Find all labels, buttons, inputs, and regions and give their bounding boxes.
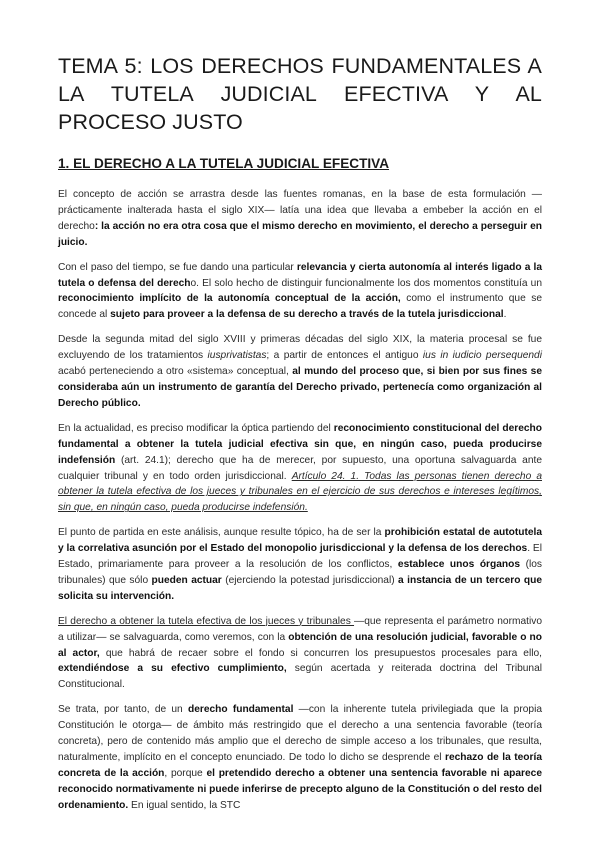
text-run: (los tribunales) que sólo — [58, 559, 542, 586]
text-run: relevancia y cierta autonomía al interés ligado a la tutela o defensa del derech — [58, 261, 542, 289]
text-run: obtención de una resolución judicial, favorable o no al actor, — [58, 631, 542, 659]
text-run: acabó perteneciendo a otro «sistema» conceptual, — [58, 366, 293, 378]
text-run: ius in iudicio persequendi — [422, 350, 542, 362]
text-run: . — [503, 309, 507, 321]
text-run: a instancia de un tercero que solicita su intervención. — [58, 574, 543, 602]
text-run: Se trata, por tanto, de un — [58, 704, 188, 716]
text-run: (art. 24.1); derecho que ha de merecer, por supuesto, una oportuna salvaguarda ante cualquier tribunal y en todo orden jurisdiccional. — [58, 454, 542, 482]
text-run: extendiéndose a su efectivo cumplimiento, — [58, 663, 287, 675]
paragraph-6 — [58, 614, 542, 694]
text-run: establece unos órganos — [397, 559, 521, 571]
text-run: El derecho a obtener la tutela efectiva de los jueces y tribunales — [58, 615, 355, 627]
text-run: Desde la segunda mitad del siglo XVIII y primeras décadas del siglo XIX, la materia procesal se fue excluyendo de los tratamientos — [58, 334, 542, 362]
text-run: Con el paso del tiempo, se fue dando una particular — [58, 261, 297, 273]
paragraph-1 — [58, 187, 542, 251]
text-run: —con la inherente tutela privilegiada que la propia Constitución le otorga— de ámbito más restringido que el derecho a una sentencia favorable (teoría concreta), pero de contenido más amplio que el derecho de simple acceso a los tribunales, que resulta, naturalmente, implícito en el concepto enunciado. De todo lo dicho se desprende el — [58, 704, 542, 763]
text-run: (ejerciendo la potestad jurisdiccional) — [221, 574, 399, 586]
text-run: reconocimiento implícito de la autonomía conceptual de la acción, — [58, 293, 401, 305]
text-run: El concepto de acción se arrastra desde las fuentes romanas, en la base de esta formulación —prácticamente inalterada hasta el siglo XIX— latía una idea que llevaba a embeber la acción en el derecho — [58, 189, 542, 232]
text-run: iusprivatistas — [207, 350, 267, 362]
paragraph-4 — [58, 421, 542, 516]
text-run: el pretendido derecho a obtener una sentencia favorable ni aparece reconocido normativamente ni puede inferirse de precepto alguno de la Constitución o del resto del ordenamiento. — [58, 767, 542, 811]
text-run: : la acción no era otra cosa que el mismo derecho en movimiento, el derecho a perseguir en juicio. — [58, 220, 542, 248]
paragraph-3 — [58, 332, 542, 412]
text-run: , porque — [164, 767, 207, 779]
text-run: prohibición estatal de autotutela y la correlativa asunción por el Estado del monopolio jurisdiccional y la defensa de los derechos — [58, 527, 542, 555]
text-run: al mundo del proceso que, si bien por sus fines se consideraba aún un instrumento de garantía del Derecho privado, pertenecía como organización al Derecho público. — [58, 366, 542, 409]
text-run: o. El solo hecho de distinguir funcionalmente los dos momentos constituía un — [190, 277, 542, 289]
document-page — [58, 52, 542, 823]
text-run: según acertada y reiterada doctrina del Tribunal Constitucional. — [58, 663, 543, 691]
paragraph-5 — [58, 525, 542, 605]
section-heading: 1. EL DERECHO A LA TUTELA JUDICIAL EFECTIVA — [58, 156, 390, 171]
text-run: rechazo de la teoría concreta de la acción — [58, 752, 542, 779]
text-run: derecho fundamental — [187, 704, 294, 716]
text-run: ; a partir de entonces el antiguo — [266, 350, 423, 362]
document-title: TEMA 5: LOS DERECHOS FUNDAMENTALES A LA TUTELA JUDICIAL EFECTIVA Y AL PROCESO JUSTO — [58, 54, 542, 134]
text-run: En la actualidad, es preciso modificar la óptica partiendo del — [58, 422, 334, 434]
text-run: El punto de partida en este análisis, aunque resulte tópico, ha de ser la — [58, 527, 385, 539]
text-run: sujeto para proveer a la defensa de su derecho a través de la tutela jurisdiccional — [110, 309, 504, 321]
text-run: En igual sentido, la STC — [128, 799, 241, 811]
text-run: reconocimiento constitucional del derecho fundamental a obtener la tutela judicial efectiva sin que, en ningún caso, pueda producirse indefensión — [58, 422, 542, 466]
text-run: pueden actuar — [151, 574, 222, 586]
text-run: Artículo 24. 1. Todas las personas tienen derecho a obtener la tutela efectiva de los jueces y tribunales en el ejercicio de sus derechos e intereses legítimos, sin que, en ningún caso, pueda producirse indefensión. — [58, 470, 542, 514]
paragraph-7 — [58, 702, 542, 813]
text-run: que habrá de recaer sobre el fondo si concurren los presupuestos procesales para ello, — [99, 647, 543, 659]
paragraph-2 — [58, 260, 542, 324]
body-text — [58, 187, 542, 814]
text-run: . El Estado, primariamente para proveer a la resolución de los conflictos, — [58, 543, 542, 571]
text-run: como el instrumento que se concede al — [58, 293, 542, 321]
text-run: —que representa el parámetro normativo a utilizar— se salvaguarda, como veremos, con la — [58, 615, 542, 643]
